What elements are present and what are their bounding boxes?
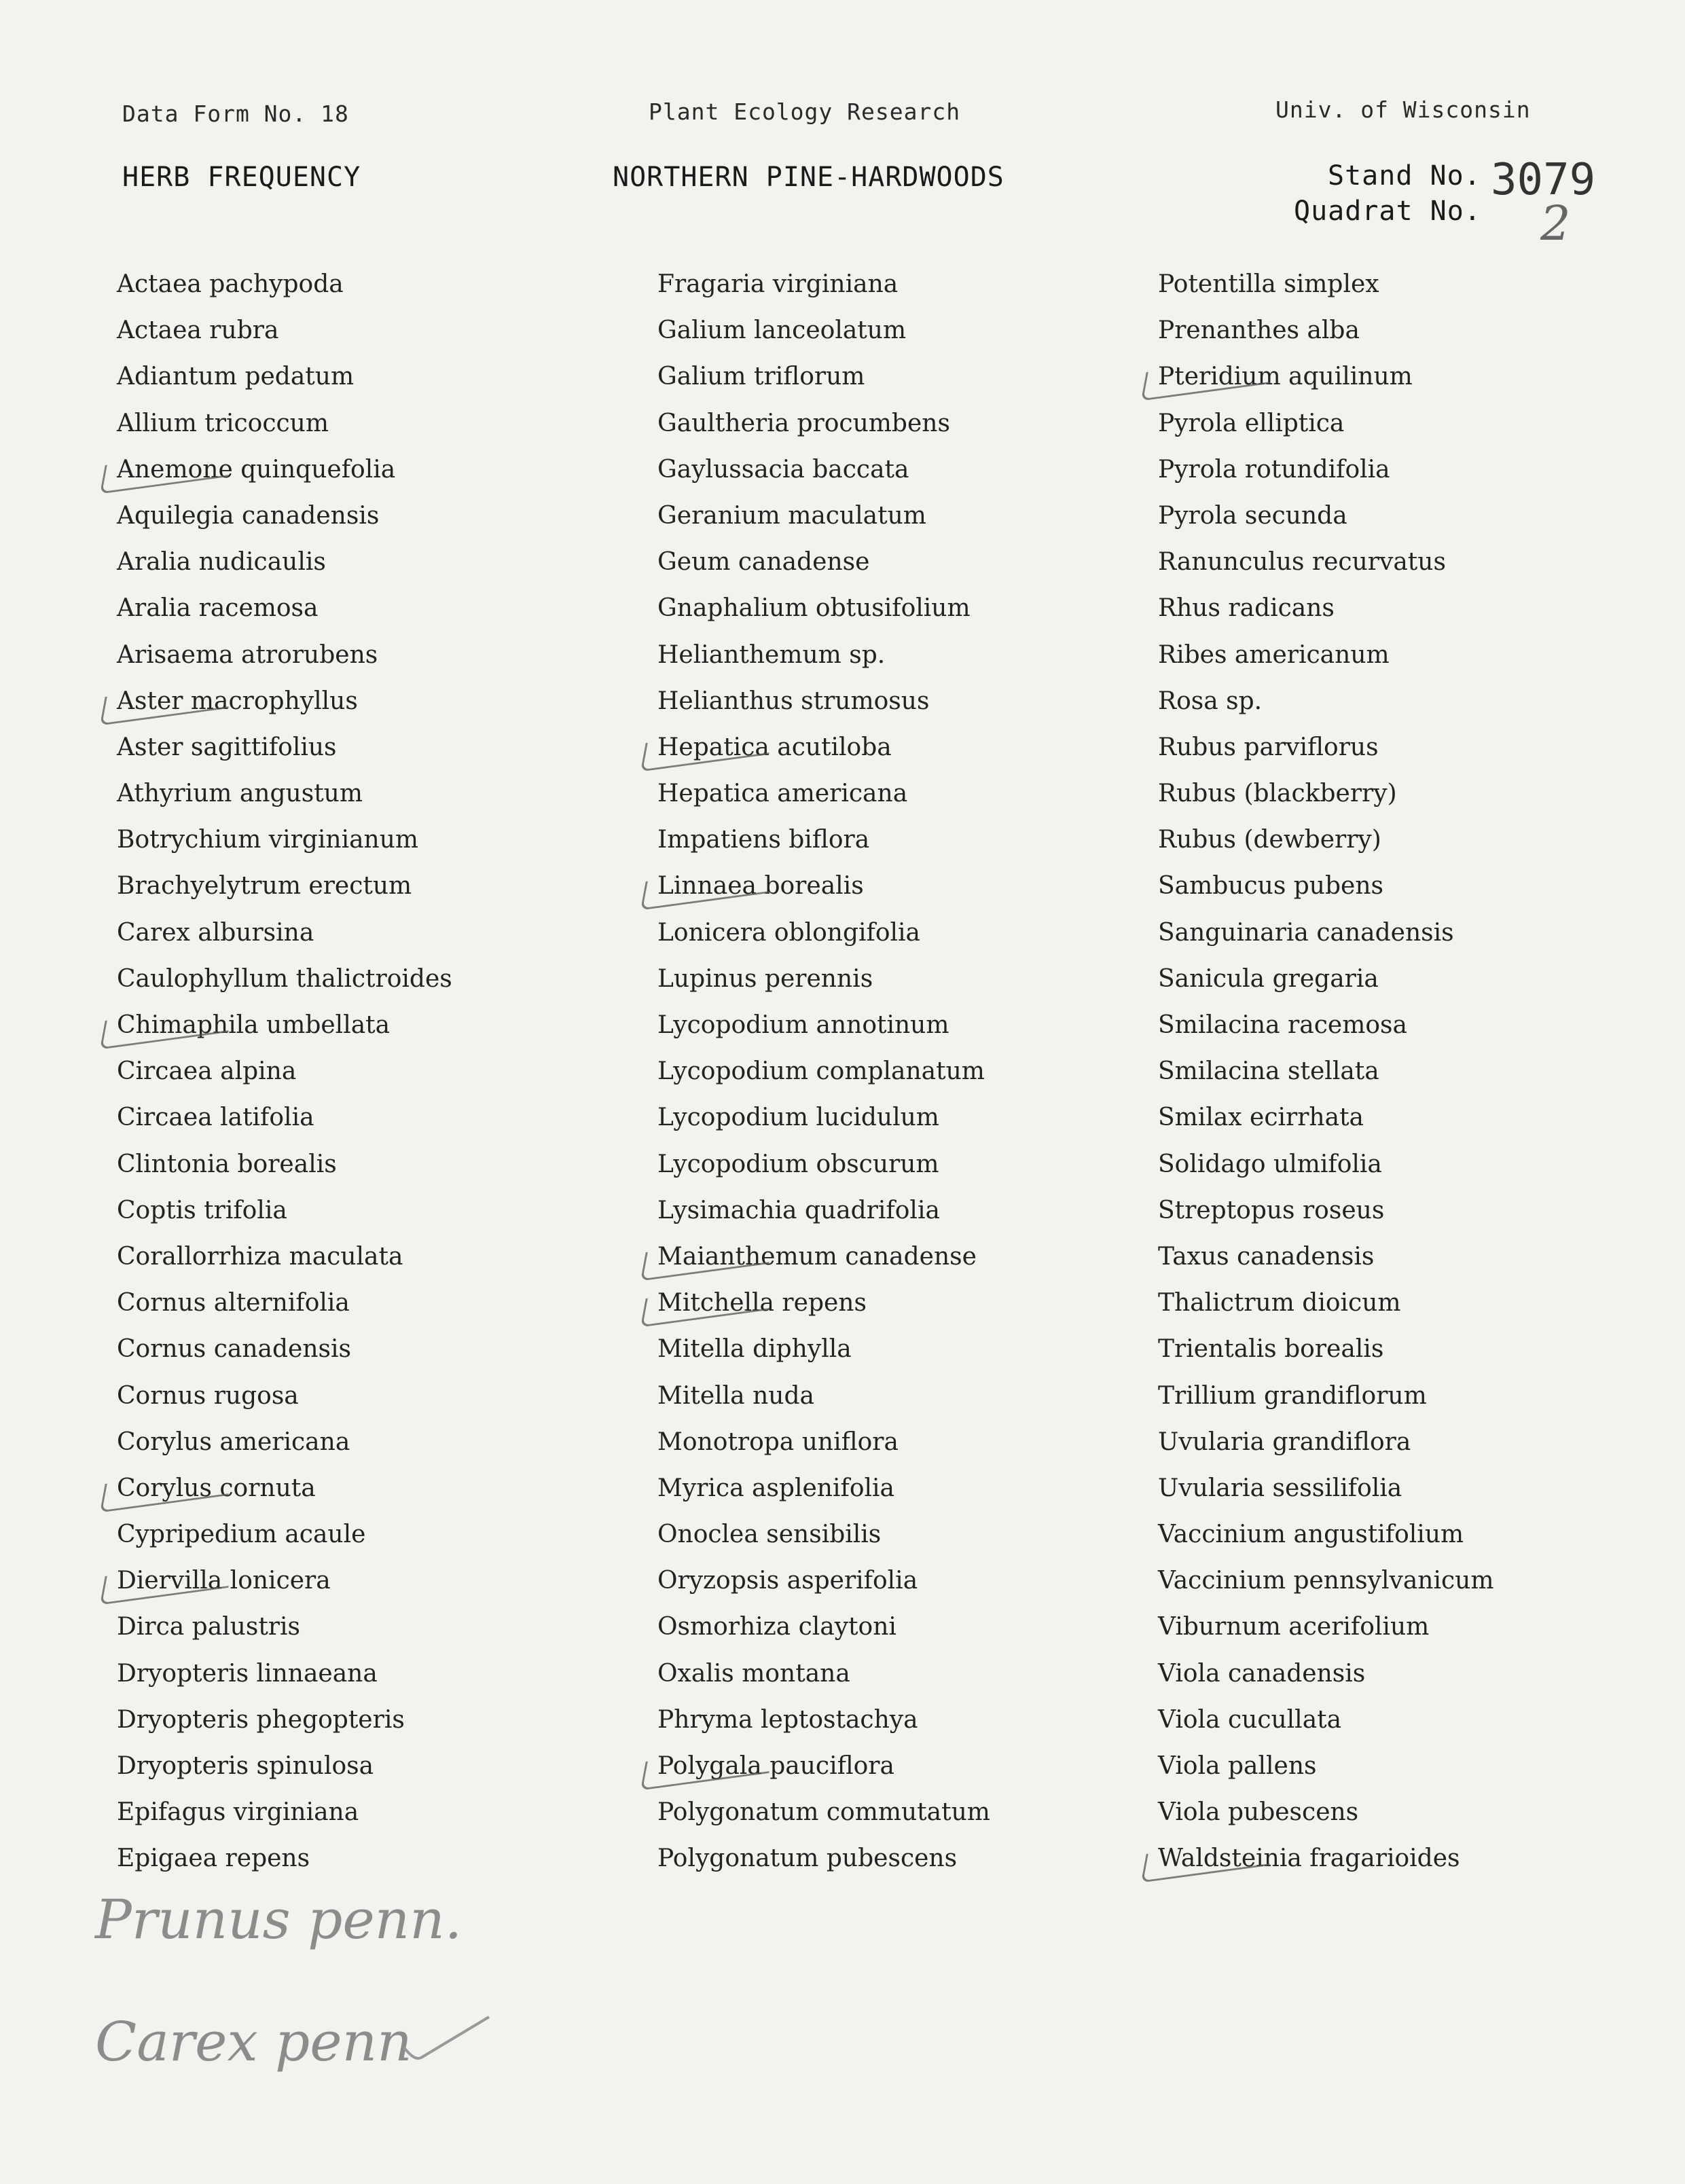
species-row[interactable]: Brachyelytrum erectum (117, 872, 412, 900)
species-row[interactable]: Corylus americana (117, 1427, 350, 1456)
species-row[interactable]: Aster sagittifolius (117, 733, 337, 761)
species-row[interactable]: Thalictrum dioicum (1158, 1289, 1401, 1317)
species-row[interactable]: Rhus radicans (1158, 594, 1335, 623)
species-row[interactable]: Circaea latifolia (117, 1104, 314, 1132)
species-row[interactable]: Sambucus pubens (1158, 872, 1383, 900)
species-row[interactable]: Maianthemum canadense (657, 1234, 1174, 1280)
species-row[interactable]: Trientalis borealis (1158, 1335, 1384, 1364)
species-row[interactable]: Arisaema atrorubens (117, 640, 378, 669)
species-row[interactable]: Lycopodium lucidulum (657, 1104, 939, 1132)
species-row[interactable]: Solidago ulmifolia (1158, 1150, 1382, 1178)
species-row[interactable]: Onoclea sensibilis (657, 1521, 882, 1549)
handwritten-note-1: Prunus penn. (95, 1888, 463, 1951)
species-row[interactable]: Cornus canadensis (117, 1335, 351, 1364)
species-row[interactable]: Monotropa uniflora (657, 1427, 899, 1456)
species-row[interactable]: Lycopodium obscurum (657, 1150, 939, 1178)
species-row[interactable]: Pyrola rotundifolia (1158, 455, 1390, 484)
stand-number-stamp: 3079 (1491, 155, 1596, 205)
species-row[interactable]: Diervilla lonicera (117, 1558, 633, 1604)
species-row[interactable]: Oryzopsis asperifolia (657, 1567, 918, 1595)
species-row[interactable]: Actaea rubra (117, 316, 279, 345)
species-row[interactable]: Corallorrhiza maculata (117, 1242, 403, 1271)
species-row[interactable]: Rubus (dewberry) (1158, 826, 1381, 854)
species-row[interactable]: Viola pubescens (1158, 1798, 1359, 1827)
species-row[interactable]: Myrica asplenifolia (657, 1474, 894, 1502)
species-row[interactable]: Gnaphalium obtusifolium (657, 594, 971, 623)
species-row[interactable]: Epigaea repens (117, 1844, 310, 1873)
species-row[interactable]: Pyrola elliptica (1158, 409, 1345, 437)
species-row[interactable]: Rosa sp. (1158, 687, 1263, 715)
species-row[interactable]: Osmorhiza claytoni (657, 1613, 896, 1641)
species-row[interactable]: Oxalis montana (657, 1659, 850, 1688)
species-row[interactable]: Athyrium angustum (117, 780, 363, 808)
form-number: Data Form No. 18 (122, 101, 349, 127)
species-row[interactable]: Fragaria virginiana (657, 270, 899, 298)
species-row[interactable]: Pteridium aquilinum (1158, 354, 1674, 400)
species-row[interactable]: Phryma leptostachya (657, 1705, 918, 1734)
species-row[interactable]: Geum canadense (657, 548, 870, 577)
species-row[interactable]: Cypripedium acaule (117, 1521, 366, 1549)
stand-label: Stand No. (1328, 160, 1481, 192)
species-row[interactable]: Helianthus strumosus (657, 687, 930, 715)
species-row[interactable]: Linnaea borealis (657, 863, 1174, 909)
species-row[interactable]: Hepatica americana (657, 780, 908, 808)
species-row[interactable]: Aquilegia canadensis (117, 501, 380, 530)
species-row[interactable]: Sanguinaria canadensis (1158, 918, 1454, 947)
species-row[interactable]: Vaccinium pennsylvanicum (1158, 1567, 1494, 1595)
species-row[interactable]: Caulophyllum thalictroides (117, 964, 452, 993)
species-row[interactable]: Aster macrophyllus (117, 678, 633, 725)
species-row[interactable]: Viola pallens (1158, 1752, 1317, 1780)
institution: Univ. of Wisconsin (1275, 96, 1531, 123)
species-row[interactable]: Dirca palustris (117, 1613, 300, 1641)
species-column-2 (657, 261, 1174, 1882)
species-row[interactable]: Smilax ecirrhata (1158, 1104, 1364, 1132)
species-row[interactable]: Polygala pauciflora (657, 1743, 1174, 1789)
species-row[interactable]: Coptis trifolia (117, 1196, 287, 1224)
quadrat-number-handwritten: 2 (1540, 196, 1571, 251)
species-row[interactable]: Cornus rugosa (117, 1381, 299, 1410)
species-row[interactable]: Prenanthes alba (1158, 316, 1360, 345)
species-row[interactable]: Cornus alternifolia (117, 1289, 350, 1317)
species-row[interactable]: Geranium maculatum (657, 501, 926, 530)
species-row[interactable]: Aralia nudicaulis (117, 548, 326, 577)
species-row[interactable]: Aralia racemosa (117, 594, 319, 623)
species-row[interactable]: Polygonatum pubescens (657, 1844, 958, 1873)
species-row[interactable]: Lysimachia quadrifolia (657, 1196, 940, 1224)
species-row[interactable]: Hepatica acutiloba (657, 725, 1174, 771)
species-row[interactable]: Viola cucullata (1158, 1705, 1342, 1734)
species-row[interactable]: Galium lanceolatum (657, 316, 907, 345)
species-row[interactable]: Rubus parviflorus (1158, 733, 1379, 761)
species-row[interactable]: Dryopteris phegopteris (117, 1705, 405, 1734)
species-row[interactable]: Gaylussacia baccata (657, 455, 909, 484)
form-title: HERB FREQUENCY (122, 162, 361, 193)
species-row[interactable]: Impatiens biflora (657, 826, 870, 854)
handwritten-note-2: Carex penn (95, 2010, 412, 2073)
species-row[interactable]: Ranunculus recurvatus (1158, 548, 1446, 577)
species-row[interactable]: Streptopus roseus (1158, 1196, 1385, 1224)
species-row[interactable]: Corylus cornuta (117, 1466, 633, 1512)
species-row[interactable]: Polygonatum commutatum (657, 1798, 990, 1827)
species-row[interactable]: Mitchella repens (657, 1280, 1174, 1326)
species-row[interactable]: Taxus canadensis (1158, 1242, 1375, 1271)
species-row[interactable]: Ribes americanum (1158, 640, 1390, 669)
species-column-3 (1158, 261, 1674, 1882)
check-mark-icon (401, 2010, 496, 2071)
species-row[interactable]: Mitella nuda (657, 1381, 814, 1410)
species-row[interactable]: Gaultheria procumbens (657, 409, 950, 437)
species-row[interactable]: Mitella diphylla (657, 1335, 852, 1364)
species-row[interactable]: Dryopteris spinulosa (117, 1752, 374, 1780)
community-title: NORTHERN PINE-HARDWOODS (613, 162, 1004, 193)
species-row[interactable]: Allium tricoccum (117, 409, 329, 437)
species-row[interactable]: Trillium grandiflorum (1158, 1381, 1427, 1410)
species-row[interactable]: Uvularia sessilifolia (1158, 1474, 1402, 1502)
species-row[interactable]: Galium triflorum (657, 363, 865, 391)
species-row[interactable]: Circaea alpina (117, 1057, 297, 1086)
species-row[interactable]: Botrychium virginianum (117, 826, 419, 854)
species-row[interactable]: Actaea pachypoda (117, 270, 344, 298)
species-row[interactable]: Pyrola secunda (1158, 501, 1347, 530)
species-row[interactable]: Anemone quinquefolia (117, 447, 633, 493)
species-row[interactable]: Smilacina stellata (1158, 1057, 1379, 1086)
species-row[interactable]: Lycopodium complanatum (657, 1057, 985, 1086)
species-row[interactable]: Helianthemum sp. (657, 640, 886, 669)
species-row[interactable]: Waldsteinia fragarioides (1158, 1836, 1674, 1882)
species-row[interactable]: Smilacina racemosa (1158, 1011, 1407, 1039)
species-row[interactable]: Rubus (blackberry) (1158, 780, 1397, 808)
species-column-1 (117, 261, 633, 1882)
species-row[interactable]: Lupinus perennis (657, 964, 873, 993)
species-row[interactable]: Sanicula gregaria (1158, 964, 1379, 993)
project-name: Plant Ecology Research (649, 98, 961, 125)
species-row[interactable]: Carex albursina (117, 918, 314, 947)
quadrat-label: Quadrat No. (1294, 196, 1481, 227)
species-row[interactable]: Clintonia borealis (117, 1150, 337, 1178)
species-row[interactable]: Lycopodium annotinum (657, 1011, 949, 1039)
species-row[interactable]: Viburnum acerifolium (1158, 1613, 1430, 1641)
species-row[interactable]: Uvularia grandiflora (1158, 1427, 1411, 1456)
species-row[interactable]: Dryopteris linnaeana (117, 1659, 378, 1688)
species-row[interactable]: Vaccinium angustifolium (1158, 1521, 1464, 1549)
species-row[interactable]: Epifagus virginiana (117, 1798, 359, 1827)
species-row[interactable]: Viola canadensis (1158, 1659, 1366, 1688)
species-row[interactable]: Potentilla simplex (1158, 270, 1379, 298)
species-row[interactable]: Chimaphila umbellata (117, 1002, 633, 1049)
species-row[interactable]: Lonicera oblongifolia (657, 918, 920, 947)
species-row[interactable]: Adiantum pedatum (117, 363, 355, 391)
